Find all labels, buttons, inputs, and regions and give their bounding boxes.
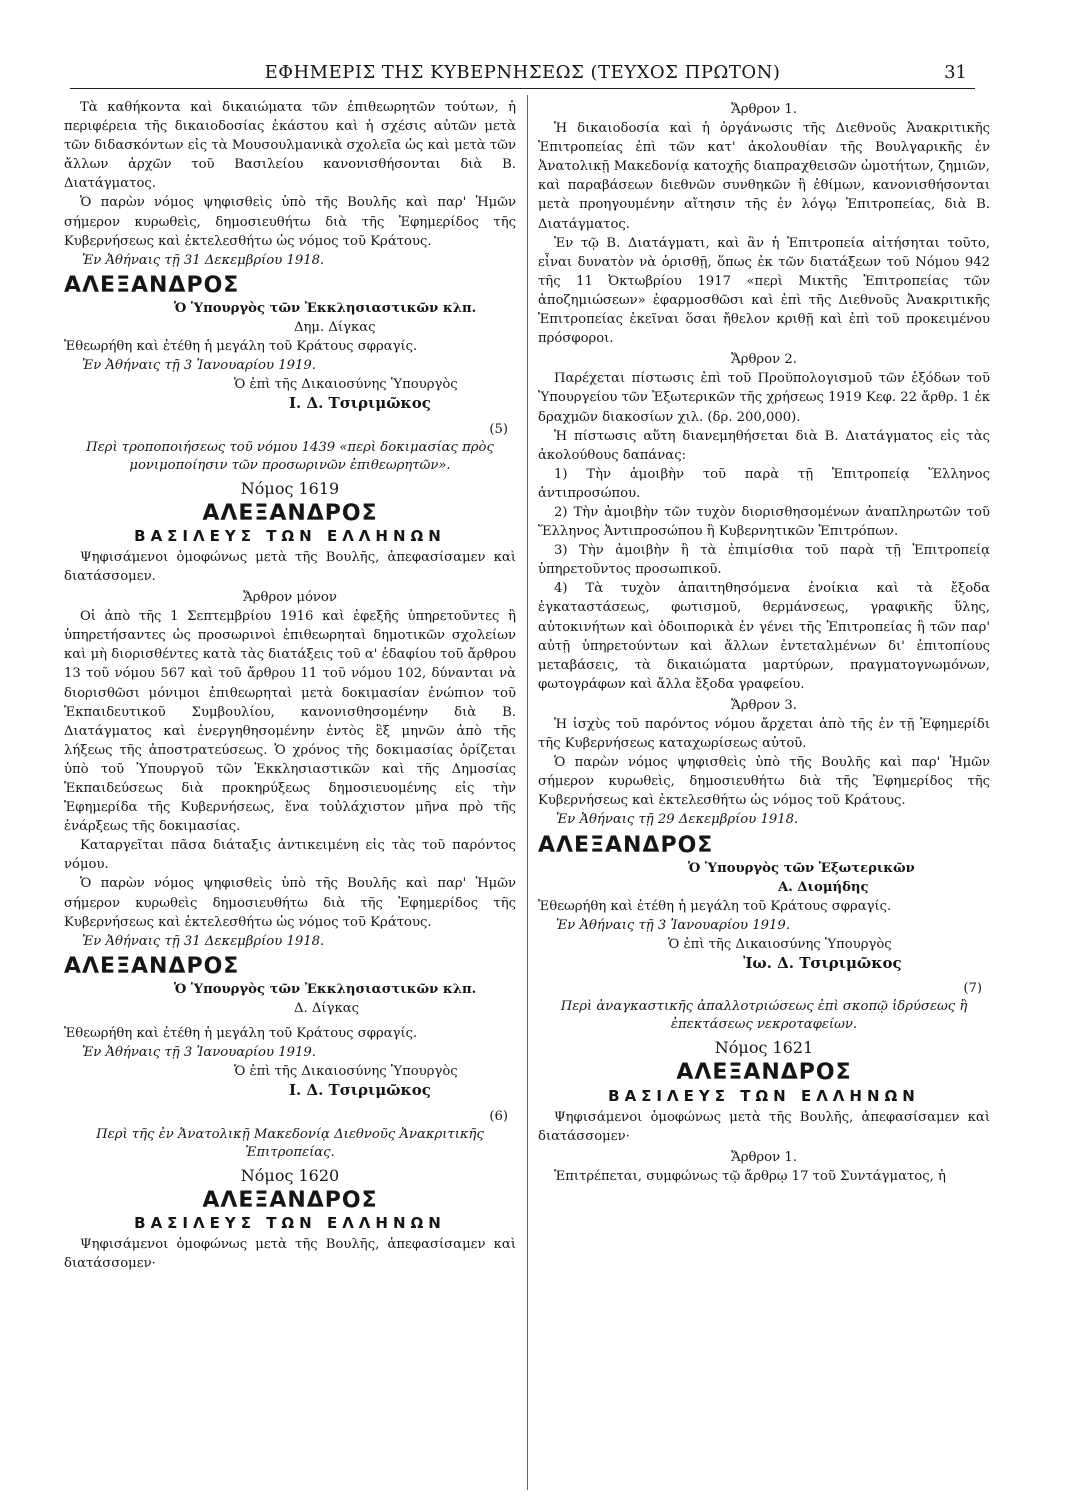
paragraph: Καταργεῖται πᾶσα διάταξις ἀντικειμένη εἰς τὰς τοῦ παρόντος νόμου.	[64, 838, 516, 873]
list-item: 4) Τὰ τυχὸν ἀπαιτηθησόμενα ἐνοίκια καὶ τὰ ἔξοδα ἐγκαταστάσεως, φωτισμοῦ, θερμάνσεως, γραφικῆς ὕλης, αὐτοκινήτων καὶ ὁδοιπορικὰ ἐν γένει τῆς Ἐπιτροπείας ἢ τῶν παρ' αὐτῇ ὑπηρετούντων καὶ ἄλλων ἐντεταλμένων δι' ἐπιτοπίους μεταβάσεις, τὰ δικαιώματα μαρτύρων, πραγματογνωμόνων, φωτογράφων καὶ ἄλλα ἔξοδα γραφείου.	[538, 581, 990, 692]
justice-name: Ι. Δ. Τσιριμῶκος	[289, 394, 431, 413]
article-heading: Ἄρθρον 1.	[731, 102, 797, 117]
right-column	[538, 98, 990, 1186]
seal-line: Ἐθεωρήθη καὶ ἐτέθη ἡ μεγάλη τοῦ Κράτους σφραγίς.	[64, 339, 418, 355]
gazette-title: ΕΦΗΜΕΡΙΣ ΤΗΣ ΚΥΒΕΡΝΗΣΕΩΣ (ΤΕΥΧΟΣ ΠΡΩΤΟΝ)	[264, 62, 781, 83]
article-heading: Ἄρθρον μόνον	[243, 590, 337, 606]
minister-name: Δ. Δίγκας	[294, 1001, 360, 1017]
date-line: Ἐν Ἀθήναις τῇ 29 Δεκεμβρίου 1918.	[556, 812, 799, 828]
basileus-heading: ΒΑΣΙΛΕΥΣ ΤΩΝ ΕΛΛΗΝΩΝ	[134, 526, 446, 545]
justice-title: Ὁ ἐπὶ τῆς Δικαιοσύνης Ὑπουργὸς	[234, 1064, 458, 1080]
paragraph: Ἡ δικαιοδοσία καὶ ἡ ὀργάνωσις τῆς Διεθνοῦς Ἀνακριτικῆς Ἐπιτροπείας ἐπὶ τῶν κατ' ἀκολουθίαν τῆς Βουλγαρικῆς ἐν Ἀνατολικῇ Μακεδονίᾳ κατοχῆς διαπραχθεισῶν ὠμοτήτων, ζημιῶν, καὶ παραβάσεων διεθνῶν συνθηκῶν ἢ ἐθίμων, κανονισθήσονται μετὰ προηγουμένην αἴτησιν τῆς ἐν λόγῳ Ἐπιτροπείας, διὰ Β. Διατάγματος.	[538, 121, 990, 232]
date-line: Ἐν Ἀθήναις τῇ 3 Ἰανουαρίου 1919.	[82, 358, 316, 374]
article-heading: Ἄρθρον 1.	[731, 1149, 797, 1165]
paragraph: Ἡ ἰσχὺς τοῦ παρόντος νόμου ἄρχεται ἀπὸ τῆς ἐν τῇ Ἐφημερίδι τῆς Κυβερνήσεως καταχωρίσεως αὐτοῦ.	[538, 717, 990, 752]
basileus-heading: ΒΑΣΙΛΕΥΣ ΤΩΝ ΕΛΛΗΝΩΝ	[608, 1086, 920, 1105]
paragraph: Ἐπιτρέπεται, συμφώνως τῷ ἄρθρῳ 17 τοῦ Συντάγματος, ἡ	[554, 1168, 946, 1184]
king-signature: ΑΛΕΞΑΝΔΡΟΣ	[64, 272, 240, 298]
date-line: Ἐν Ἀθήναις τῇ 3 Ἰανουαρίου 1919.	[82, 1045, 316, 1061]
seal-line: Ἐθεωρήθη καὶ ἐτέθη ἡ μεγάλη τοῦ Κράτους σφραγίς.	[538, 898, 892, 914]
list-item: 2) Τὴν ἀμοιβὴν τῶν τυχὸν διορισθησομένων ἀναπληρωτῶν τοῦ Ἕλληνος Ἀντιπροσώπου ἢ Κυβερνητικῶν Ἐπιτρόπων.	[538, 504, 990, 540]
paragraph: Ὁ παρὼν νόμος ψηφισθεὶς ὑπὸ τῆς Βουλῆς καὶ παρ' Ἡμῶν σήμερον κυρωθεὶς, δημοσιευθήτω διὰ τῆς Ἐφημερίδος τῆς Κυβερνήσεως καὶ ἐκτελεσθήτω ὡς νόμος τοῦ Κράτους.	[64, 195, 516, 249]
section-number: (5)	[489, 421, 508, 437]
date-line: Ἐν Ἀθήναις τῇ 31 Δεκεμβρίου 1918.	[82, 933, 325, 949]
section-topic: Περὶ τροποποιήσεως τοῦ νόμου 1439 «περὶ δοκιμασίας πρὸς μονιμοποίησιν τῶν προσωρινῶν ἐπιθεωρητῶν».	[86, 439, 494, 473]
date-line: Ἐν Ἀθήναις τῇ 31 Δεκεμβρίου 1918.	[82, 252, 325, 268]
paragraph: Ψηφισάμενοι ὁμοφώνως μετὰ τῆς Βουλῆς, ἀπεφασίσαμεν καὶ διατάσσομεν.	[64, 549, 516, 584]
justice-name: Ι. Δ. Τσιριμῶκος	[289, 1081, 431, 1100]
king-heading: ΑΛΕΞΑΝΔΡΟΣ	[676, 1060, 852, 1086]
justice-name: Ἰω. Δ. Τσιριμῶκος	[743, 954, 902, 973]
section-number: (7)	[963, 981, 982, 997]
paragraph: Οἱ ἀπὸ τῆς 1 Σεπτεμβρίου 1916 καὶ ἐφεξῆς ὑπηρετοῦντες ἢ ὑπηρετήσαντες ὡς προσωρινοὶ ἐπιθεωρηταὶ δημοτικῶν σχολείων καὶ μὴ διορισθέντες κατὰ τὰς διατάξεις τοῦ α' ἐδαφίου τοῦ ἄρθρου 13 τοῦ νόμου 567 καὶ τοῦ ἄρθρου 11 τοῦ νόμου 102, δύνανται νὰ διορισθῶσι μόνιμοι ἐπιθεωρηταὶ μετὰ δοκιμασίαν ἐνώπιον τοῦ Ἐκπαιδευτικοῦ Συμβουλίου, κανονισθησομένην διὰ Β. Διατάγματος καὶ ἐνεργηθησομένην ἐντὸς ἓξ μηνῶν ἀπὸ τῆς λήξεως τῆς ἀποστρατεύσεως. Ὁ χρόνος τῆς δοκιμασίας ὁρίζεται ὑπὸ τοῦ Ὑπουργοῦ τῶν Ἐκκλησιαστικῶν καὶ τῆς Δημοσίας Ἐκπαιδεύσεως διὰ προκηρύξεως δημοσιευομένης εἰς τὴν Ἐφημερίδα τῆς Κυβερνήσεως, ἕνα τοὐλάχιστον μῆνα πρὸ τῆς ἐνάρξεως τῆς δοκιμασίας.	[64, 609, 516, 835]
column-divider	[527, 95, 528, 1490]
basileus-heading: ΒΑΣΙΛΕΥΣ ΤΩΝ ΕΛΛΗΝΩΝ	[134, 1213, 446, 1232]
justice-title: Ὁ ἐπὶ τῆς Δικαιοσύνης Ὑπουργὸς	[668, 937, 892, 953]
minister-title: Ὁ Ὑπουργὸς τῶν Ἐκκλησιαστικῶν κλπ.	[174, 981, 477, 997]
section-number: (6)	[489, 1108, 508, 1124]
page-number: 31	[944, 62, 967, 83]
paragraph: Ἡ πίστωσις αὕτη διανεμηθήσεται διὰ Β. Διατάγματος εἰς τὰς ἀκολούθους δαπάνας:	[538, 428, 990, 463]
section-topic: Περὶ τῆς ἐν Ἀνατολικῇ Μακεδονίᾳ Διεθνοῦς Ἀνακριτικῆς Ἐπιτροπείας.	[96, 1126, 484, 1160]
king-signature: ΑΛΕΞΑΝΔΡΟΣ	[64, 953, 240, 979]
law-number: Νόμος 1621	[714, 1038, 814, 1058]
minister-name: Α. Διομήδης	[778, 879, 869, 895]
section-topic: Περὶ ἀναγκαστικῆς ἀπαλλοτριώσεως ἐπὶ σκοπῷ ἱδρύσεως ἢ ἐπεκτάσεως νεκροταφείων.	[560, 999, 968, 1033]
paragraph: Ψηφισάμενοι ὁμοφώνως μετὰ τῆς Βουλῆς, ἀπεφασίσαμεν καὶ διατάσσομεν·	[538, 1109, 990, 1144]
paragraph: Ψηφισάμενοι ὁμοφώνως μετὰ τῆς Βουλῆς, ἀπεφασίσαμεν καὶ διατάσσομεν·	[64, 1236, 516, 1271]
list-item: 3) Τὴν ἀμοιβὴν ἢ τὰ ἐπιμίσθια τοῦ παρὰ τῇ Ἐπιτροπείᾳ ὑπηρετοῦντος προσωπικοῦ.	[538, 543, 990, 578]
left-column	[64, 98, 516, 1273]
paragraph: Τὰ καθήκοντα καὶ δικαιώματα τῶν ἐπιθεωρητῶν τούτων, ἡ περιφέρεια τῆς δικαιοδοσίας ἑκάστου καὶ ἡ σχέσις αὐτῶν μετὰ τῶν διδασκόντων εἰς τὰ Μουσουλμανικὰ σχολεῖα ὡς καὶ μετὰ τῶν ἄλλων ἀρχῶν τοῦ Βασιλείου κανονισθήσονται διὰ Β. Διατάγματος.	[64, 100, 516, 192]
justice-title: Ὁ ἐπὶ τῆς Δικαιοσύνης Ὑπουργὸς	[234, 377, 458, 393]
date-line: Ἐν Ἀθήναις τῇ 3 Ἰανουαρίου 1919.	[556, 917, 790, 933]
king-heading: ΑΛΕΞΑΝΔΡΟΣ	[202, 500, 378, 526]
article-heading: Ἄρθρον 2.	[731, 352, 797, 368]
paragraph: Ὁ παρὼν νόμος ψηφισθεὶς ὑπὸ τῆς Βουλῆς καὶ παρ' Ἡμῶν σήμερον κυρωθεὶς δημοσιευθήτω διὰ τῆς Ἐφημερίδος τῆς Κυβερνήσεως καὶ ἐκτελεσθήτω ὡς νόμος τοῦ Κράτους.	[64, 876, 516, 930]
page-header	[70, 58, 975, 89]
seal-line: Ἐθεωρήθη καὶ ἐτέθη ἡ μεγάλη τοῦ Κράτους σφραγίς.	[64, 1026, 418, 1042]
paragraph: Ἐν τῷ Β. Διατάγματι, καὶ ἂν ἡ Ἐπιτροπεία αἰτήσηται τοῦτο, εἶναι δυνατὸν νὰ ὁρισθῇ, ὅπως ἐκ τῶν διατάξεων τοῦ Νόμου 942 τῆς 11 Ὀκτωβρίου 1917 «περὶ Μικτῆς Ἐπιτροπείας τῶν ἀποζημιώσεων» ἐφαρμοσθῶσι καὶ ἐπὶ τῆς Διεθνοῦς Ἀνακριτικῆς Ἐπιτροπείας ἐκεῖναι ὅσαι ἤθελον κριθῇ καὶ ἐπὶ τοῦ προκειμένου πρόσφοροι.	[538, 235, 990, 347]
law-number: Νόμος 1619	[240, 478, 340, 498]
minister-name: Δημ. Δίγκας	[294, 320, 376, 336]
paragraph: Ὁ παρὼν νόμος ψηφισθεὶς ὑπὸ τῆς Βουλῆς καὶ παρ' Ἡμῶν σήμερον κυρωθεὶς, δημοσιευθήτω διὰ τῆς Ἐφημερίδος τῆς Κυβερνήσεως καὶ ἐκτελεσθήτω ὡς νόμος τοῦ Κράτους.	[538, 755, 990, 809]
king-signature: ΑΛΕΞΑΝΔΡΟΣ	[538, 832, 714, 858]
minister-title: Ὁ Ὑπουργὸς τῶν Ἐκκλησιαστικῶν κλπ.	[174, 300, 477, 316]
list-item: 1) Τὴν ἀμοιβὴν τοῦ παρὰ τῇ Ἐπιτροπείᾳ Ἕλληνος ἀντιπροσώπου.	[538, 466, 990, 501]
article-heading: Ἄρθρον 3.	[731, 697, 797, 713]
paragraph: Παρέχεται πίστωσις ἐπὶ τοῦ Προϋπολογισμοῦ τῶν ἐξόδων τοῦ Ὑπουργείου τῶν Ἐξωτερικῶν τῆς χρήσεως 1919 Κεφ. 22 ἄρθρ. 1 ἐκ δραχμῶν διακοσίων χιλ. (δρ. 200,000).	[538, 371, 990, 425]
law-number: Νόμος 1620	[240, 1165, 340, 1185]
king-heading: ΑΛΕΞΑΝΔΡΟΣ	[202, 1187, 378, 1213]
minister-title: Ὁ Ὑπουργὸς τῶν Ἐξωτερικῶν	[688, 860, 915, 876]
